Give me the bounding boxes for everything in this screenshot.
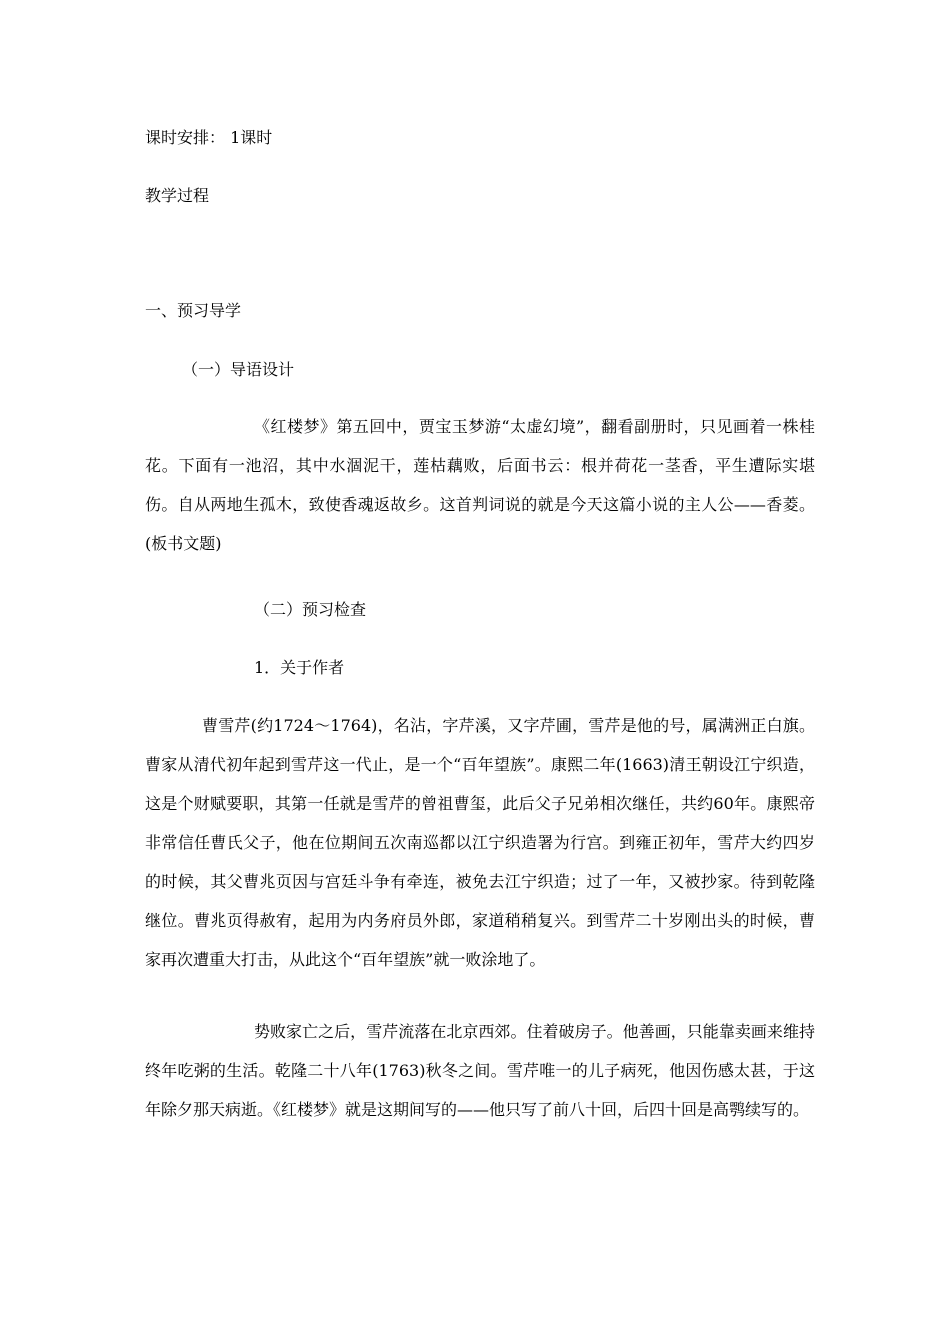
item-heading-about-author: 1．关于作者 [254,658,345,677]
section-heading-preview: 一、预习导学 [145,301,242,320]
author-paragraph: 曹雪芹(约1724～1764)，名沾，字芹溪，又字芹圃，雪芹是他的号，属满洲正白旗。曹家从清代初年起到雪芹这一代止，是一个“百年望族”。康熙二年(1663)清王朝设江宁织造，这是个财赋要职，其第一任就是雪芹的曾祖曹玺，此后父子兄弟相次继任，共约60年。康熙帝非常信任曹氏父子，他在位期间五次南巡都以江宁织造署为行宫。到雍正初年，雪芹大约四岁的时候，其父曹兆页因与宫廷斗争有牵连，被免去江宁织造；过了一年，又被抄家。待到乾隆继位。曹兆页得赦宥，起用为内务府员外郎，家道稍稍复兴。到雪芹二十岁刚出头的时候，曹家再次遭重大打击，从此这个“百年望族”就一败涂地了。 [145,716,815,969]
decline-paragraph: 势败家亡之后，雪芹流落在北京西郊。住着破房子。他善画，只能靠卖画来维持终年吃粥的生活。乾隆二十八年(1763)秋冬之间。雪芹唯一的儿子病死，他因伤感太甚，于这年除夕那天病逝。《红楼梦》就是这期间写的——他只写了前八十回，后四十回是高鹗续写的。 [145,1022,815,1119]
intro-paragraph: 《红楼梦》第五回中，贾宝玉梦游“太虚幻境”，翻看副册时，只见画着一株桂花。下面有一池沼，其中水涸泥干，莲枯藕败，后面书云：根并荷花一茎香，平生遭际实堪伤。自从两地生孤木，致使香魂返故乡。这首判词说的就是今天这篇小说的主人公——香菱。(板书文题) [145,417,815,553]
process-heading: 教学过程 [145,186,210,205]
subsection-heading-intro-design: （一）导语设计 [182,360,295,379]
schedule-line: 课时安排： 1课时 [145,128,273,147]
subsection-heading-preview-check: （二）预习检查 [254,600,367,619]
